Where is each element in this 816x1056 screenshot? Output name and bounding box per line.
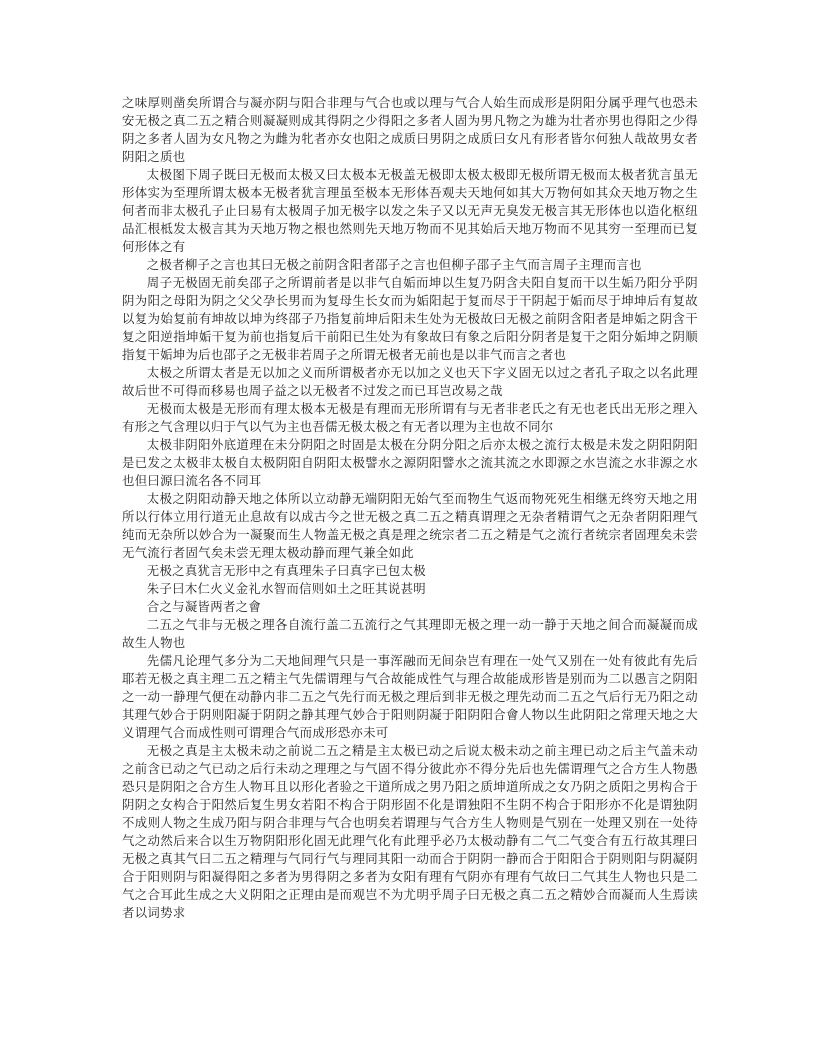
paragraph: 朱子曰木仁火义金礼水智而信则如土之旺其说甚明	[146, 581, 426, 596]
paragraph: 之味厚则凿矣所谓合与凝亦阴与阳合非理与气合也或以理与气合人始生而成形是阴阳分属乎理气也恐未安无极之真二五之精合则凝凝则成其得阴之少得阳之多者人固为男凡物之为雄为壮者亦男也得阳之少得阴之多者人固为女凡物之为雌为牝者亦女也阳之成质曰男阴之成质曰女凡有形者皆尔何独人哉故男女者阴阳之质也	[122, 95, 698, 164]
paragraph: 合之与凝皆两者之會	[146, 599, 262, 614]
document-page	[122, 94, 698, 922]
paragraph: 无极而太极是无形而有理太极本无极是有理而无形所谓有与无者非老氏之有无也老氏出无形之理入有形之气含理以归于气以气为主也吾儒无极太极之有无者以理为主也故不同尔	[122, 401, 698, 434]
paragraph: 太极非阴阳外底道理在未分阴阳之时固是太极在分阴分阳之后亦太极之流行太极是未发之阴阳阴阳是已发之太极非太极自太极阴阳自阴阳太极譬水之源阴阳譬水之流其流之水即源之水岂流之水非源之水也但曰源曰流名各不同耳	[122, 437, 698, 488]
paragraph: 周子无极固无前矣邵子之所谓前者是以非气自姤而坤以生复乃阴含夫阳自复而干以生姤乃阳分乎阴阴为阳之母阳为阴之父父孕长男而为复母生长女而为姤阳起于复而尽于干阴起于姤而尽于坤坤后有复故以复为始复前有坤故以坤为终邵子乃指复前坤后阳未生处为无极故曰无极之前阴含阳者是坤姤之阴含干复之阳逆指坤姤干复为前也指复后干前阳已生处为有象故曰有象之后阳分阴者是复干之阳分姤坤之阴顺指复干姤坤为后也邵子之无极非若周子之所谓无极者无前也是以非气而言之者也	[122, 275, 698, 362]
paragraph: 太极图下周子既曰无极而太极又曰太极本无极盖无极即太极太极即无极所谓无极而太极者犹言虽无形体实为至理所谓太极本无极者犹言理虽至极本无形体吾观夫天地何如其大万物何如其众天地万物之生何者而非太极孔子止曰易有太极周子加无极字以发之朱子又以无声无臭发无极言其无形体也以造化枢纽品汇根柢发太极言其为天地万物之根也然则先天地万物而不见其始后天地万物而不见其穷一至理而已复何形体之有	[122, 167, 698, 254]
paragraph: 先儒凡论理气多分为二天地间理气只是一事浑融而无间杂岂有理在一处气又别在一处有彼此有先后耶若无极之真主理二五之精主气先儒谓理与气合故能成性气与理合故能成形皆是别而为二以愚言之阴阳之一动一静理气便在动静内非二五之气先行而无极之理后到非无极之理先动而二五之气后行无乃阳之动其理气妙合于阴则阳凝于阴阴之静其理气妙合于阳则阴凝于阳阴阳合會人物以生此阴阳之常理天地之大义谓理气合而成性则可谓理合气而成形恐亦未可	[122, 653, 698, 740]
paragraph: 二五之气非与无极之理各自流行盖二五流行之气其理即无极之理一动一静于天地之间合而凝凝而成故生人物也	[122, 617, 698, 650]
paragraph: 无极之真是主太极未动之前说二五之精是主太极已动之后说太极未动之前主理已动之后主气盖未动之前含已动之气已动之后行未动之理理之与气固不得分彼此亦不得分先后也先儒谓理气之合方生人物愚恐只是阴阳之合方生人物耳且以形化者验之干道所成之男乃阳之质坤道所成之女乃阴之质阳之男构合于阴阴之女构合于阳然后复生男女若阳不构合于阴形固不化是谓独阳不生阴不构合于阳形亦不化是谓独阴不成则人物之生成乃阳与阴合非理与气合也明矣若谓理与气合方生人物则是气别在一处理又别在一处待气之动然后来合以生万物阴阳形化固无此理气化有此理乎必乃太极动静有二气二气变合有五行故其理曰无极之真其气曰二五之精理与气同行气与理同其阳一动而合于阴阴一静而合于阳阳合于阴则阳与阴凝阴合于阳则阴与阳凝得阳之多者为男得阴之多者为女阳有理有气阴亦有理有气故曰二气其生人物也只是二气之合耳此生成之大义阴阳之正理由是而观岂不为尤明乎周子曰无极之真二五之精妙合而凝而人生焉读者以词势求	[122, 743, 698, 920]
paragraph: 太极之阴阳动静天地之体所以立动静无端阴阳无始气至而物生气返而物死死生相继无终穷天地之用所以行体立用行道无止息故有以成古今之世无极之真二五之精真谓理之无杂者精谓气之无杂者阴阳理气纯而无杂所以妙合为一凝聚而生人物盖无极之真是理之统宗者二五之精是气之流行者统宗者固理矣未尝无气流行者固气矣未尝无理太极动静而理气兼全如此	[122, 491, 698, 560]
paragraph: 之极者柳子之言也其曰无极之前阴含阳者邵子之言也但柳子邵子主气而言周子主理而言也	[146, 257, 642, 272]
paragraph: 太极之所谓太者是无以加之义而所谓极者亦无以加之义也天下字义固无以过之者孔子取之以名此理故后世不可得而移易也周子益之以无极者不过发之而已耳岂改易之哉	[122, 365, 698, 398]
paragraph: 无极之真犹言无形中之有真理朱子曰真字已包太极	[146, 563, 426, 578]
